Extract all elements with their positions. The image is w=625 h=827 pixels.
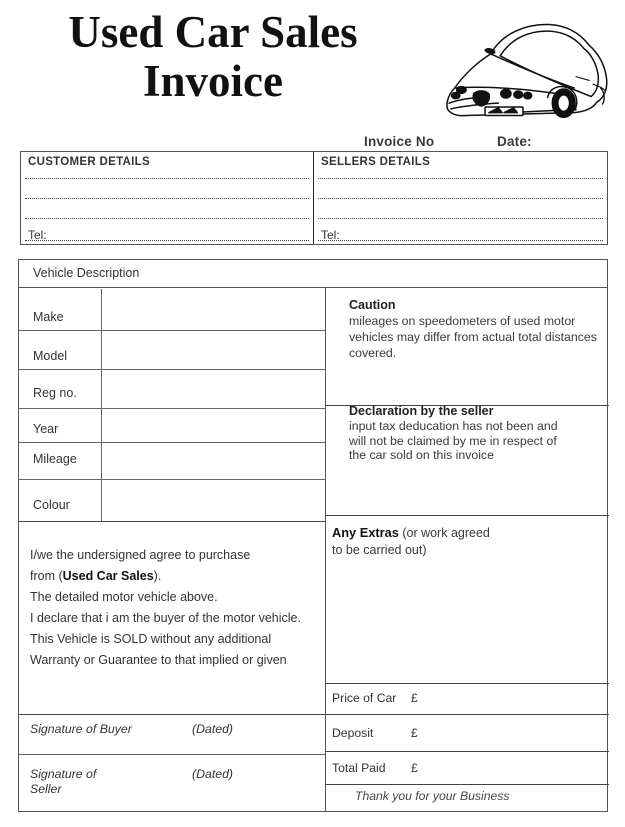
agreement-line-3: The detailed motor vehicle above. — [30, 590, 218, 604]
vehicle-field-value-make[interactable] — [102, 289, 324, 330]
vehicle-field-label-make: Make — [33, 310, 64, 324]
caution-block — [349, 298, 601, 361]
any-extras-heading: Any Extras — [332, 525, 399, 540]
buyer-signature-label: Signature of Buyer — [30, 722, 132, 736]
rule-total-thanks — [325, 784, 609, 785]
seller-signature-field[interactable] — [28, 797, 298, 811]
any-extras-input-area[interactable] — [330, 565, 602, 675]
agreement-line-5: This Vehicle is SOLD without any additional — [30, 632, 272, 646]
vehicle-field-value-regno[interactable] — [102, 369, 324, 408]
total-paid-amount[interactable] — [424, 758, 600, 776]
seller-tel-line[interactable] — [318, 240, 603, 241]
seller-details-panel[interactable] — [314, 152, 607, 244]
caution-heading: Caution — [349, 298, 396, 312]
sports-car-icon — [432, 14, 612, 126]
rule-declaration-extras — [325, 515, 609, 516]
page-title-line-2: Invoice — [143, 56, 283, 106]
agreement-line-6: Warranty or Guarantee to that implied or given — [30, 653, 287, 667]
price-of-car-amount[interactable] — [424, 688, 600, 706]
declaration-block — [349, 404, 574, 463]
agreement-brand-name: Used Car Sales — [62, 569, 154, 583]
customer-blank-line-1[interactable] — [25, 178, 309, 179]
vehicle-field-value-mileage[interactable] — [102, 442, 324, 479]
agreement-line-2-post: ). — [153, 569, 162, 583]
seller-signature-label-line-2: Seller — [30, 782, 62, 796]
agreement-line-1: I/we the undersigned agree to purchase — [30, 548, 251, 562]
total-paid-label: Total Paid — [332, 761, 386, 775]
invoice-date-label: Date: — [497, 134, 532, 149]
customer-details-panel[interactable] — [21, 152, 314, 244]
customer-tel-line[interactable] — [25, 240, 309, 241]
vehicle-field-value-year[interactable] — [102, 408, 324, 442]
table-center-divider — [325, 288, 326, 811]
deposit-label: Deposit — [332, 726, 374, 740]
vehicle-field-label-mileage: Mileage — [33, 452, 77, 466]
buyer-signature-field[interactable] — [28, 737, 298, 759]
vehicle-description-label: Vehicle Description — [33, 266, 140, 280]
purchase-agreement-block — [30, 545, 320, 671]
price-of-car-currency: £ — [411, 691, 418, 705]
any-extras-sub-line-2: to be carried out) — [332, 543, 427, 557]
customer-blank-line-2[interactable] — [25, 198, 309, 199]
rule-price-deposit — [325, 714, 609, 715]
seller-signature-dated-label: (Dated) — [192, 767, 234, 781]
deposit-amount[interactable] — [424, 723, 600, 741]
any-extras-block — [332, 524, 490, 559]
vehicle-field-label-colour: Colour — [33, 498, 70, 512]
any-extras-sub-line-1: (or work agreed — [398, 526, 490, 540]
vehicle-field-value-model[interactable] — [102, 330, 324, 369]
customer-blank-line-3[interactable] — [25, 218, 309, 219]
rule-colour-agreement — [19, 521, 325, 522]
agreement-line-4: I declare that i am the buyer of the motor vehicle. — [30, 611, 301, 625]
customer-details-heading: CUSTOMER DETAILS — [28, 156, 150, 168]
seller-signature-label-line-1: Signature of — [30, 767, 97, 781]
page-title-line-1: Used Car Sales — [68, 7, 358, 57]
invoice-no-label: Invoice No — [364, 134, 435, 149]
vehicle-field-label-regno: Reg no. — [33, 386, 77, 400]
seller-blank-line-2[interactable] — [318, 198, 603, 199]
details-box — [20, 151, 608, 245]
page-title — [18, 8, 408, 106]
rule-agreement-signature — [19, 714, 325, 715]
vehicle-field-value-colour[interactable] — [102, 479, 324, 521]
buyer-signature-dated-label: (Dated) — [192, 722, 234, 736]
vehicle-description-header — [19, 260, 607, 288]
customer-tel-label: Tel: — [28, 228, 47, 242]
declaration-body: input tax deducation has not been and will not be claimed by me in respect of the car sold on this invoice — [349, 419, 558, 462]
thank-you-message: Thank you for your Business — [355, 789, 510, 803]
price-of-car-label: Price of Car — [332, 691, 397, 705]
agreement-line-2 — [30, 566, 320, 587]
rule-extras-price — [325, 683, 609, 684]
rule-deposit-total — [325, 751, 609, 752]
seller-tel-label: Tel: — [321, 228, 340, 242]
vehicle-field-label-year: Year — [33, 422, 59, 436]
seller-signature-label — [30, 767, 96, 797]
declaration-heading: Declaration by the seller — [349, 404, 494, 418]
agreement-line-2-pre: from ( — [30, 569, 63, 583]
seller-details-heading: SELLERS DETAILS — [321, 156, 431, 168]
seller-blank-line-3[interactable] — [318, 218, 603, 219]
seller-blank-line-1[interactable] — [318, 178, 603, 179]
deposit-currency: £ — [411, 726, 418, 740]
vehicle-field-label-model: Model — [33, 349, 68, 363]
caution-body: mileages on speedometers of used motor vehicles may differ from actual total distances covered. — [349, 314, 597, 360]
total-paid-currency: £ — [411, 761, 418, 775]
